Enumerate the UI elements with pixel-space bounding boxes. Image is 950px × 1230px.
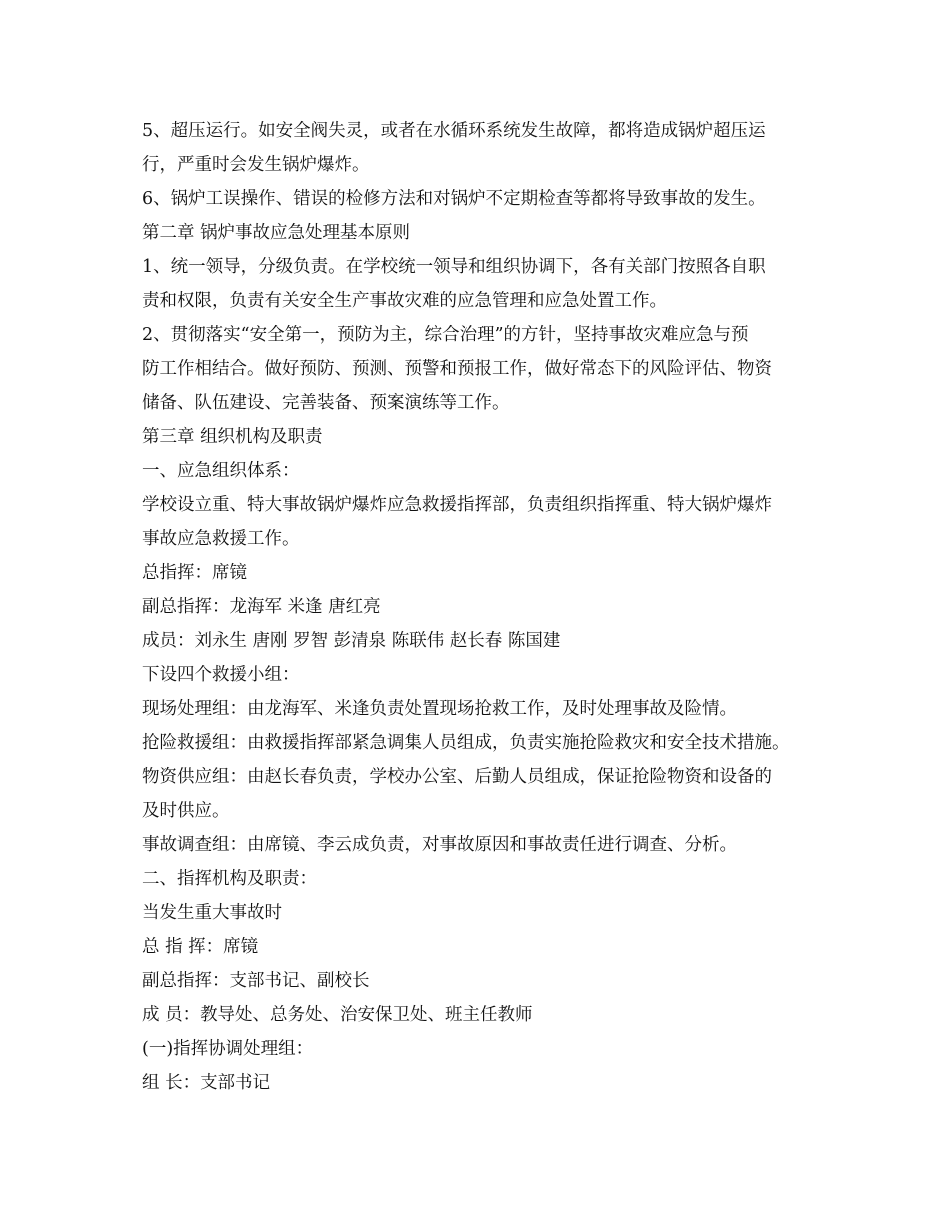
section-heading: 二、指挥机构及职责： — [142, 869, 317, 889]
text-line: 2、贯彻落实“安全第一，预防为主，综合治理”的方针，坚持事故灾难应急与预 — [142, 325, 749, 345]
text-line: 组 长：支部书记 — [142, 1073, 271, 1093]
text-line: 1、统一领导，分级负责。在学校统一领导和组织协调下，各有关部门按照各自职 — [142, 257, 766, 277]
text-line: 抢险救援组：由救援指挥部紧急调集人员组成，负责实施抢险救灾和安全技术措施。 — [142, 733, 790, 753]
text-line: 总指挥：席镜 — [142, 563, 247, 583]
subsection-heading: (一)指挥协调处理组： — [142, 1039, 314, 1059]
chapter-heading: 第二章 锅炉事故应急处理基本原则 — [142, 223, 411, 243]
text-line: 物资供应组：由赵长春负责，学校办公室、后勤人员组成，保证抢险物资和设备的 — [142, 767, 772, 787]
text-line: 副总指挥：支部书记、副校长 — [142, 971, 370, 991]
text-line: 下设四个救援小组： — [142, 665, 300, 685]
text-line: 防工作相结合。做好预防、预测、预警和预报工作，做好常态下的风险评估、物资 — [142, 359, 772, 379]
text-line: 当发生重大事故时 — [142, 903, 282, 923]
text-line: 行，严重时会发生锅炉爆炸。 — [142, 155, 370, 175]
text-line: 责和权限，负责有关安全生产事故灾难的应急管理和应急处置工作。 — [142, 291, 667, 311]
text-line: 储备、队伍建设、完善装备、预案演练等工作。 — [142, 393, 510, 413]
text-line: 事故应急救援工作。 — [142, 529, 300, 549]
text-line: 成 员：教导处、总务处、治安保卫处、班主任教师 — [142, 1005, 533, 1025]
text-line: 总 指 挥：席镜 — [142, 937, 259, 957]
text-line: 事故调查组：由席镜、李云成负责，对事故原因和事故责任进行调查、分析。 — [142, 835, 737, 855]
text-line: 现场处理组：由龙海军、米逢负责处置现场抢救工作，及时处理事故及险情。 — [142, 699, 737, 719]
chapter-heading: 第三章 组织机构及职责 — [142, 427, 323, 447]
section-heading: 一、应急组织体系： — [142, 461, 300, 481]
text-line: 副总指挥：龙海军 米逢 唐红亮 — [142, 597, 381, 617]
text-line: 6、锅炉工误操作、错误的检修方法和对锅炉不定期检查等都将导致事故的发生。 — [142, 189, 766, 209]
text-line: 成员：刘永生 唐刚 罗智 彭清泉 陈联伟 赵长春 陈国建 — [142, 631, 561, 651]
text-line: 及时供应。 — [142, 801, 230, 821]
document-body — [142, 114, 822, 1100]
text-line: 5、超压运行。如安全阀失灵，或者在水循环系统发生故障，都将造成锅炉超压运 — [142, 121, 766, 141]
text-line: 学校设立重、特大事故锅炉爆炸应急救援指挥部，负责组织指挥重、特大锅炉爆炸 — [142, 495, 772, 515]
